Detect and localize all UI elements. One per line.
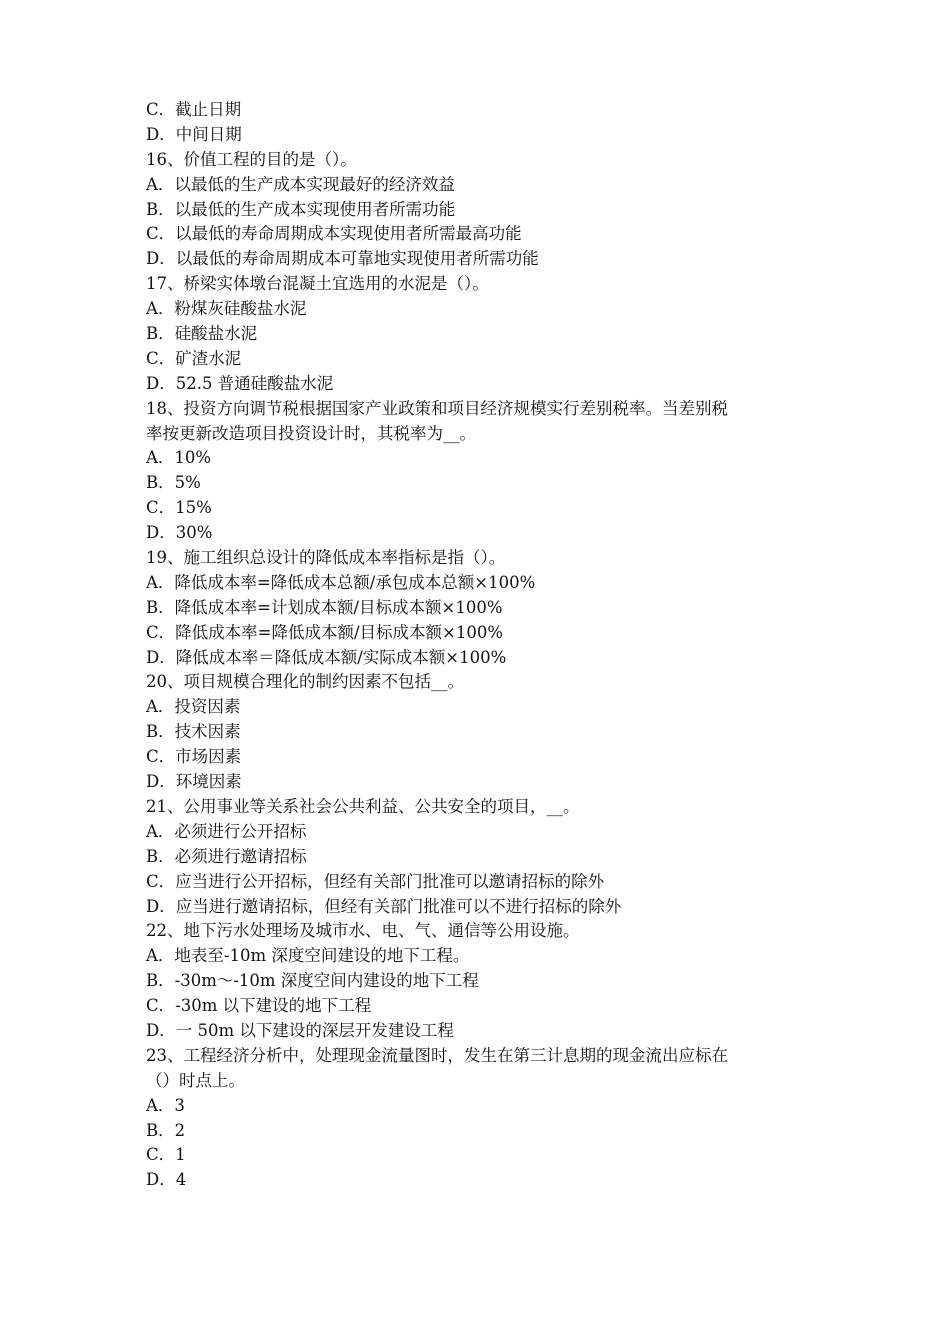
q23-option-c: C．1 bbox=[146, 1145, 186, 1165]
q21-option-c: C．应当进行公开招标，但经有关部门批准可以邀请招标的除外 bbox=[146, 871, 605, 891]
q16-option-d: D．以最低的寿命周期成本可靠地实现使用者所需功能 bbox=[146, 249, 539, 269]
question-18-line-2: 率按更新改造项目投资设计时，其税率为__。 bbox=[146, 423, 476, 443]
option-d-line: D．中间日期 bbox=[146, 124, 242, 144]
q18-option-a: A．10% bbox=[146, 448, 212, 468]
q19-option-d: D．降低成本率＝降低成本额/实际成本额×100% bbox=[146, 647, 507, 667]
q18-option-b: B．5% bbox=[146, 473, 201, 493]
question-17: 17、桥梁实体墩台混凝土宜选用的水泥是（）。 bbox=[146, 274, 489, 294]
q19-option-a: A．降低成本率=降低成本总额/承包成本总额×100% bbox=[146, 572, 536, 592]
q20-option-b: B．技术因素 bbox=[146, 722, 241, 742]
q22-option-d: D．一 50m 以下建设的深层开发建设工程 bbox=[146, 1020, 454, 1040]
q21-option-d: D．应当进行邀请招标，但经有关部门批准可以不进行招标的除外 bbox=[146, 896, 622, 916]
document-text bbox=[146, 98, 816, 1193]
q23-option-b: B．2 bbox=[146, 1120, 186, 1140]
q19-option-b: B．降低成本率=计划成本额/目标成本额×100% bbox=[146, 597, 503, 617]
question-18-line-1: 18、投资方向调节税根据国家产业政策和项目经济规模实行差别税率。当差别税 bbox=[146, 398, 728, 418]
question-19: 19、施工组织总设计的降低成本率指标是指（）。 bbox=[146, 548, 506, 568]
q20-option-a: A．投资因素 bbox=[146, 697, 241, 717]
q21-option-b: B．必须进行邀请招标 bbox=[146, 846, 307, 866]
q17-option-d: D．52.5 普通硅酸盐水泥 bbox=[146, 373, 334, 393]
q23-option-a: A．3 bbox=[146, 1095, 185, 1115]
q22-option-b: B．-30m～-10m 深度空间内建设的地下工程 bbox=[146, 971, 479, 991]
question-21: 21、公用事业等关系社会公共利益、公共安全的项目，__。 bbox=[146, 796, 580, 816]
q18-option-d: D．30% bbox=[146, 523, 213, 543]
q20-option-d: D．环境因素 bbox=[146, 772, 242, 792]
q16-option-b: B．以最低的生产成本实现使用者所需功能 bbox=[146, 199, 456, 219]
question-23-line-2: （）时点上。 bbox=[146, 1070, 245, 1090]
question-22: 22、地下污水处理场及城市水、电、气、通信等公用设施。 bbox=[146, 921, 580, 941]
q22-option-c: C．-30m 以下建设的地下工程 bbox=[146, 996, 372, 1016]
q18-option-c: C．15% bbox=[146, 498, 212, 518]
question-16: 16、价值工程的目的是（）。 bbox=[146, 149, 357, 169]
q17-option-b: B．硅酸盐水泥 bbox=[146, 324, 258, 344]
q22-option-a: A．地表至-10m 深度空间建设的地下工程。 bbox=[146, 946, 470, 966]
q19-option-c: C．降低成本率=降低成本额/目标成本额×100% bbox=[146, 622, 504, 642]
option-c-line: C．截止日期 bbox=[146, 100, 242, 119]
q16-option-c: C．以最低的寿命周期成本实现使用者所需最高功能 bbox=[146, 224, 522, 244]
question-20: 20、项目规模合理化的制约因素不包括__。 bbox=[146, 672, 464, 692]
q17-option-c: C．矿渣水泥 bbox=[146, 348, 242, 368]
q23-option-d: D．4 bbox=[146, 1170, 187, 1190]
q21-option-a: A．必须进行公开招标 bbox=[146, 821, 307, 841]
q17-option-a: A．粉煤灰硅酸盐水泥 bbox=[146, 299, 307, 319]
q20-option-c: C．市场因素 bbox=[146, 747, 242, 767]
question-23-line-1: 23、工程经济分析中，处理现金流量图时，发生在第三计息期的现金流出应标在 bbox=[146, 1045, 728, 1065]
q16-option-a: A．以最低的生产成本实现最好的经济效益 bbox=[146, 174, 455, 194]
